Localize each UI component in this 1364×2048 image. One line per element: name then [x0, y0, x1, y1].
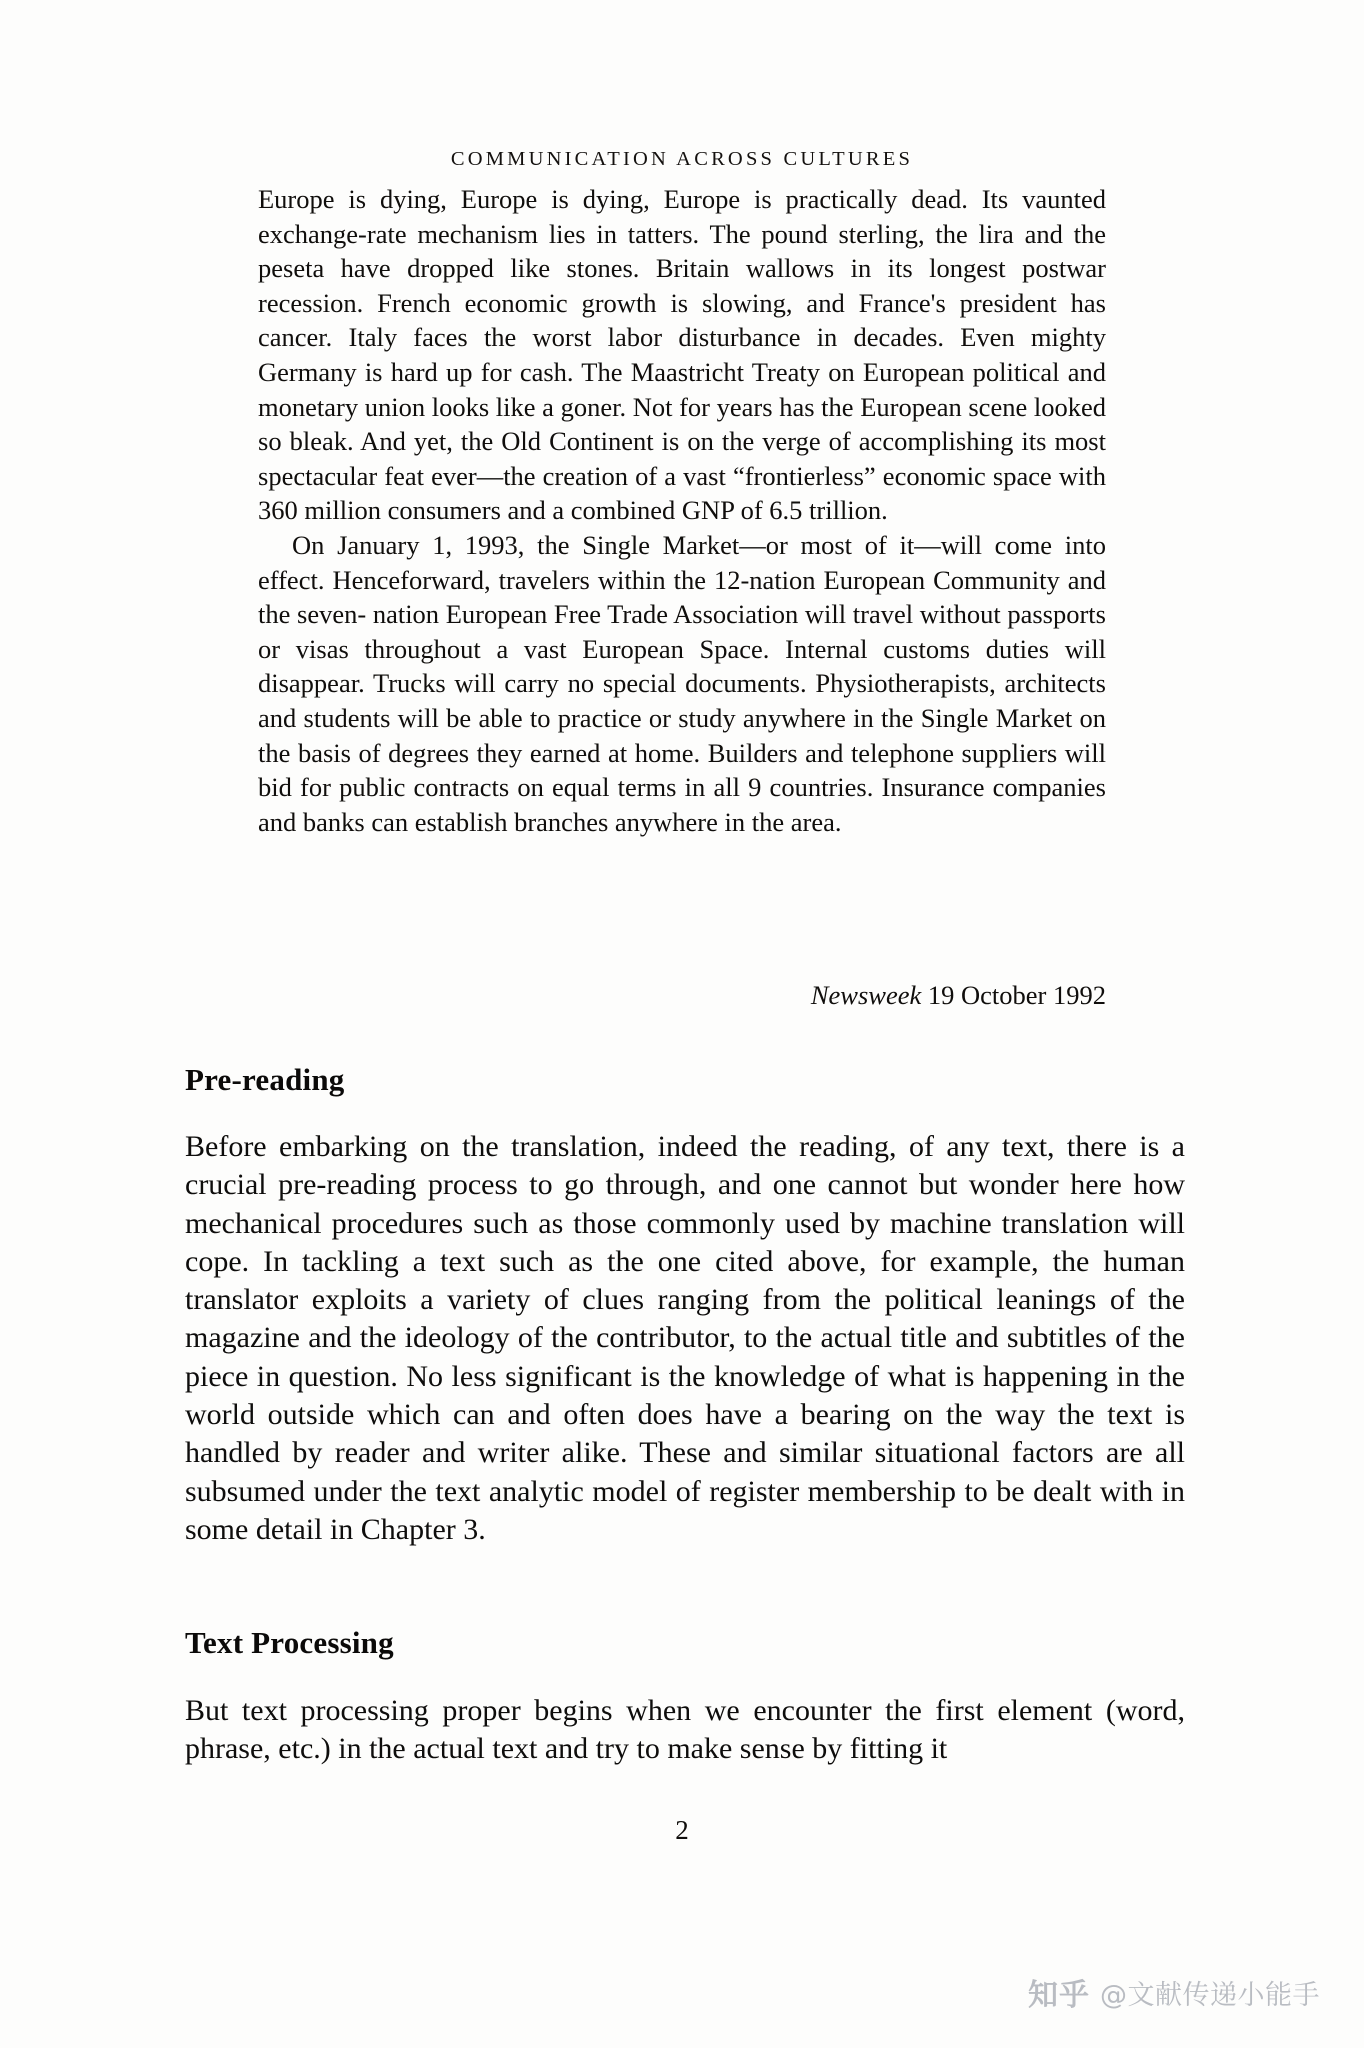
quote-paragraph-2: On January 1, 1993, the Single Market—or most of it—will come into effect. Henceforward, travelers within the 12-nation European Community and the seven- nation European Free Trade Association will travel without passports or visas throughout a vast European Space. Internal customs duties will disappear. Trucks will carry no special documents. Physiotherapists, architects and students will be able to practice or study anywhere in the Single Market on the basis of degrees they earned at home. Builders and telephone suppliers will bid for public contracts on equal terms in all 9 countries. Insurance companies and banks can establish branches anywhere in the area. [258, 529, 1106, 837]
running-header: COMMUNICATION ACROSS CULTURES [450, 148, 914, 170]
watermark-handle: @文献传递小能手 [1100, 1979, 1320, 2011]
page-number: 2 [675, 1815, 689, 1845]
quote-paragraph-1: Europe is dying, Europe is dying, Europe is practically dead. Its vaunted exchange-rate mechanism lies in tatters. The pound sterling, the lira and the peseta have dropped like stones. Britain wallows in its longest postwar recession. French economic growth is slowing, and France's president has cancer. Italy faces the worst labor disturbance in decades. Even mighty Germany is hard up for cash. The Maastricht Treaty on European political and monetary union looks like a goner. Not for years has the European scene looked so bleak. And yet, the Old Continent is on the verge of accomplishing its most spectacular feat ever—the creation of a vast “frontierless” economic space with 360 million consumers and a combined GNP of 6.5 trillion. [258, 184, 1106, 526]
attribution-source-name: Newsweek [810, 980, 922, 1010]
section-heading-text-processing: Text Processing [185, 1625, 394, 1660]
section-body-pre-reading [185, 1128, 1185, 1549]
zhihu-watermark [1028, 1970, 1320, 2014]
zhihu-logo-icon: 知乎 [1028, 1978, 1090, 2013]
attribution-source-date: 19 October 1992 [927, 980, 1106, 1010]
section-body-text-processing [185, 1692, 1185, 1769]
paragraph-text-processing: But text processing proper begins when we encounter the first element (word, phrase, etc.) in the actual text and try to make sense by fitting it [185, 1694, 1185, 1766]
paragraph-pre-reading: Before embarking on the translation, indeed the reading, of any text, there is a crucial pre-reading process to go through, and one cannot but wonder here how mechanical procedures such as those commonly used by machine translation will cope. In tackling a text such as the one cited above, for example, the human translator exploits a variety of clues ranging from the political leanings of the magazine and the ideology of the contributor, to the actual title and subtitles of the piece in question. No less significant is the knowledge of what is happening in the world outside which can and often does have a bearing on the way the text is handled by reader and writer alike. These and similar situational factors are all subsumed under the text analytic model of register membership to be dealt with in some detail in Chapter 3. [185, 1130, 1185, 1546]
attribution-space [921, 980, 928, 1010]
section-heading-pre-reading: Pre-reading [185, 1062, 345, 1097]
quote-attribution [258, 978, 1106, 1012]
newsweek-block-quote [258, 182, 1106, 839]
